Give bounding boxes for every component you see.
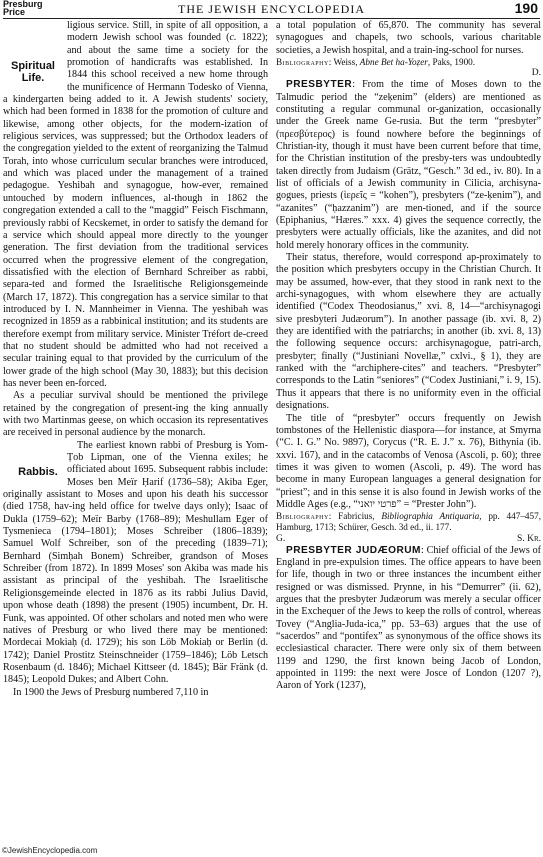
- signature-g: G.: [276, 533, 286, 544]
- paragraph-presbyter-status: Their status, therefore, would correspond ap-proximately to the position which presbyters occupy in the Christian Church. It may be assumed, how-ever, that they stood in rank next to the archi-synagogues, with whom elsewhere they are actually identified (“Codex Theodosianus,” xvi. 8, 14—“archisynagogi sive presbyteri Judæorum”). In another passage (ib. xvi. 8, 2) they are identified with the patriarchs; in another (ib. xvi. 8, 13) the following sequence occurs: archisynagogue, patri-arch, presbyter; finally (“Justiniani Novellæ,” cxlvi., § 1), they are ranked with the “archiphere-cites” and teachers. “Presbyter” corresponds to the Latin “seniores” (“Codex Justiniani,” i. 9, 15). Thus it appears that there is no uniformity even in the official designations.: [276, 252, 541, 412]
- running-head-top: Presburg: [3, 0, 43, 9]
- running-head-bottom: Price: [3, 7, 26, 17]
- paragraph-population: In 1900 the Jews of Presburg numbered 7,110 in: [13, 686, 209, 698]
- header-rule: [3, 18, 540, 19]
- bibliography-presbyter: Bibliography: Fabricius, Bibliographia Antiquaria, pp. 447–457, Hamburg, 1713; Schürer, Gesch. 3d ed., ii. 177.: [276, 511, 542, 533]
- signature-row: [276, 534, 541, 545]
- paragraph-schools: Spiritual Life. ligious service. Still, in spite of all opposition, a modern Jewish school was founded (c. 1822); and about the same time a society for the promotion of handicrafts was established. In 1844 this school received a new home through the munificence of Hermann Todesko of Vienna, a kindergarten being added to it. A Jewish students' society, which had been formed in 1838 for the promotion of culture and likewise, among other objects, for the modern-ization of religious services, was suppressed; but the Orthodox leaders of the congregation yielded to the extent of reorganizing the Talmud Torah, into whose curriculum secular branches were introduced, and which was placed under the management of a trained pedagogue. Yeshibah and synagogue, how-ever, remained untouched by modern influences, al-though in 1862 the congregation extended a call to the “maggid” Feisch Fischmann, previously rabbi of Kecskemet, in order to satisfy the demand for a service which should appeal more directly to the younger generation. The first deviation from the traditional services occurred when the progressive element of the congregation, dissatisfied with the election of Bernhard Schreiber as rabbi, separa-ted and formed the Israelitische Religionsgemeinde (March 17, 1872). This congregation has a service similar to that introduced by I. N. Mannheimer in Vienna. The yeshibah was recognized in 1859 as a rabbinical institution; and its students are therefore exempt from military service. Minister Tréfort de-creed that no student should be admitted who had not received a secular training equal to that provided by the curriculum of the lower grade of the high school (May 30, 1883); but this decision has never been en-forced.: [3, 20, 268, 389]
- paragraph-presbyter-title: The title of “presbyter” occurs frequently on Jewish tombstones of the Hellenistic diaspora—for instance, at Smyrna (“C. I. G.” No. 9897), Corycus (“R. E. J.” x. 76), Bithynia (ib. xxvi. 167), and in the catacombs of Venosa (Ascoli, p. 60); three times it was given to women (Ascoli, p. 49). The word has become in many European languages a general designation for “priest”; and in this sense it is also found in Jewish works of the Middle Ages (e.g., “פרטי יואני” = “Prester John”).: [276, 412, 541, 510]
- paragraph-community: a total population of 65,870. The community has several synagogues and chapels, two schools, various charitable societies, a Jewish hospital, and a train-ing-school for nurses.: [276, 20, 541, 56]
- left-column: [3, 20, 268, 699]
- entry-presbyter: PRESBYTER: From the time of Moses down to the Talmudic period the “zeḳenim” (elders) are mentioned as constituting a regular communal or-ganization, occasionally under the Greek name Ge-rusia. But the term “presbyter” (πρεσβύτερος) is found nowhere before the beginnings of Christian-ity, though it must have been current before that time, for the Christian institution of the presby-ters was undoubtedly taken directly from Judaism (Grätz, “Gesch.” 3d ed., iv. 80). In a list of officials of a Jewish community in Cilicia, archisyna-gogues, priests (ἱερεῖς = “kohen”), presbyters (“ze-ḳenim”), and “azanites” (“ḥazzanim”) are men-tioned, and if the source (Epiphanius, “Hæres.” xxx. 4) gives the sequence correctly, the presbyters were actually officials, like the azanites, and did not hold merely honorary offices in the community.: [276, 79, 541, 251]
- bibliography-presburg: Bibliography: Weiss, Abne Bet ha-Yoẓer, Paks, 1900.: [276, 57, 476, 68]
- source-footer: ©JewishEncyclopedia.com: [2, 846, 98, 855]
- margin-heading-rabbis: Rabbis.: [18, 465, 58, 478]
- paragraph-rabbis: Rabbis. The earliest known rabbi of Presburg is Yom-Ṭob Lipman, one of the Vienna exiles; he officiated about 1695. Subsequent rabbis include: Moses ben Meïr Ḥarif (1736–58); Akiba Eger, originally assistant to Moses and upon his death his successor (died 1758, hav-ing held office for twelve days only); Isaac of Dukla (1759–62); Meïr Barby (1768–89); Meshullam Eger of Tysmenieca (1794–1801); Moses Schreiber (1806–1839); Samuel Wolf Schreiber, son of the preceding (1839–71); Bernhard (Simḥah Bonem) Schreiber, grandson of Moses Schreiber (from 1872). In 1899 Moses' son Akiba was made his assistant as principal of the yeshibah. The Israelitische Religionsgemeinde elected in 1876 as its rabbi Julius David, upon whose death (1898) the present (1905) incumbent, Dr. H. Funk, was appointed. Of other scholars and noted men who were natives of Presburg or who lived there may be mentioned: Mordecai Mokiaḥ (d. 1729); his son Löb Mokiaḥ or Berlin (d. 1742); Daniel Prostitz Steinschneider (1759–1846); Löb Letsch Rosenbaum (d. 1846); Michael Kittseer (d. 1845); Bär Fränk (d. 1845); Leopold Dukes; and Albert Cohn.: [3, 439, 268, 686]
- entry-term-presbyter: PRESBYTER: [286, 79, 353, 91]
- entry-presbyter-judaeorum: PRESBYTER JUDÆORUM: Chief official of the Jews of England in pre-expulsion times. The office appears to have been for life, though in two or three instances the incumbent either resigned or was dismissed. Prynne, in his “Demurrer” (ii. 62), argues that the presbyter Judæorum was merely a secular officer in the Exchequer of the Jews to keep the rolls of control, whereas Tovey (“Anglia-Juda-ica,” pp. 53–63) argues that the use of “sacerdos” and “pontifex” as synonymous of the office shows its ecclesiastical character. There were only six of them between 1199 and 1290, the first known being Jacob of London, appointed in 1199: the next were Josce of London (1207 ?), Aaron of York (1237),: [276, 544, 541, 692]
- signature-d: D.: [531, 68, 541, 79]
- page-number: 190: [514, 0, 538, 16]
- publication-title: THE JEWISH ENCYCLOPEDIA: [178, 2, 365, 16]
- page-header: [0, 0, 543, 17]
- entry-term-presbyter-judaeorum: PRESBYTER JUDÆORUM: [286, 544, 421, 556]
- signature-s-kr: S. Kr.: [517, 533, 541, 544]
- paragraph-privilege: As a peculiar survival should be mentioned the privilege retained by the congregation of present-ing the king annually with two Martinmas geese, on which occasion its representatives are received in personal audience by the monarch.: [3, 390, 268, 439]
- margin-heading-spiritual-life: Spiritual Life.: [10, 60, 55, 84]
- right-column: [276, 20, 541, 693]
